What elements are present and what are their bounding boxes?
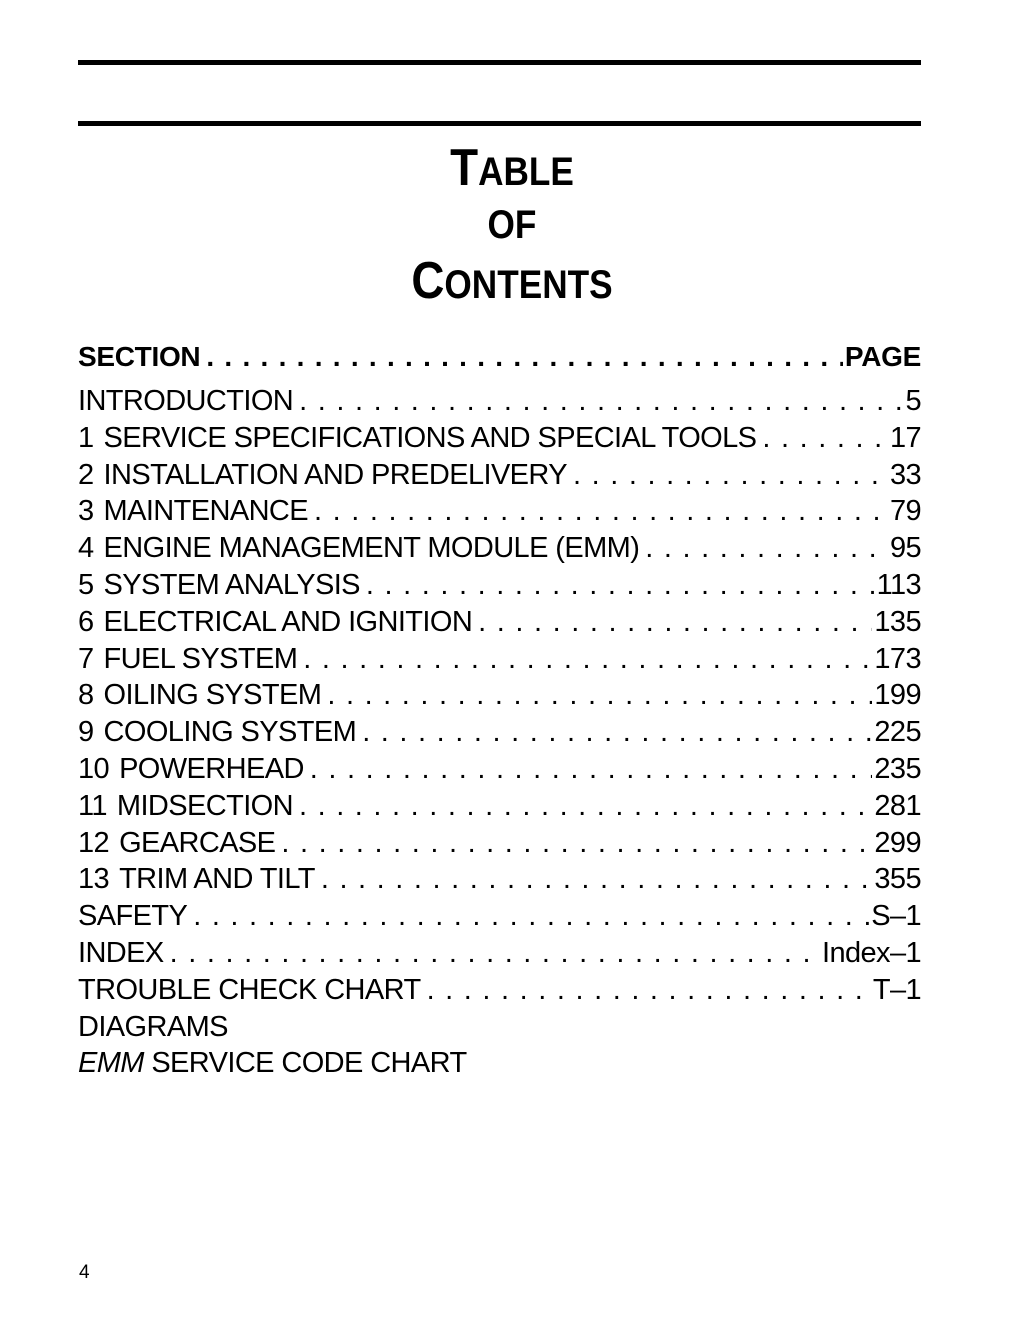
entry-title: MIDSECTION (116, 789, 293, 822)
toc-entry[interactable] (78, 604, 921, 641)
dot-leader (478, 604, 872, 641)
page-reference: T–1 (872, 973, 921, 1006)
toc-entry[interactable] (78, 530, 921, 567)
page-reference: 5 (905, 385, 921, 417)
toc-entry[interactable] (78, 1009, 921, 1046)
section-number: 5 (78, 568, 94, 601)
toc-entry[interactable] (78, 420, 921, 457)
page-reference: 17 (889, 421, 921, 454)
entry-title: TRIM AND TILT (119, 863, 315, 896)
toc-entry[interactable] (78, 861, 921, 898)
page-number: 4 (79, 1262, 90, 1283)
page-reference: 135 (874, 605, 921, 638)
toc-entry[interactable] (78, 898, 921, 935)
dot-leader (321, 861, 873, 898)
page-reference: 235 (874, 752, 921, 785)
dot-leader (645, 530, 888, 567)
toc-entry[interactable] (78, 383, 921, 420)
top-rule (78, 60, 921, 65)
entry-title: GEARCASE (119, 826, 276, 859)
section-number: 7 (78, 642, 94, 675)
page-reference: 355 (874, 863, 921, 896)
section-number: 8 (78, 679, 94, 712)
entry-title: ELECTRICAL AND IGNITION (103, 605, 473, 638)
title-line-table: TABLE (450, 139, 574, 197)
section-number: 3 (78, 495, 94, 528)
page-reference: 79 (889, 495, 921, 528)
section-number: 11 (78, 789, 107, 822)
title-line-contents: CONTENTS (411, 252, 613, 310)
toc-entry[interactable] (78, 567, 921, 604)
entry-title: TROUBLE CHECK CHART (78, 973, 421, 1006)
dot-leader (303, 641, 872, 678)
section-number: 2 (78, 458, 94, 491)
page-reference: 33 (889, 458, 921, 491)
page-reference: 173 (874, 642, 921, 675)
dot-leader (193, 898, 869, 935)
entry-title: COOLING SYSTEM (103, 716, 357, 749)
dot-leader (299, 788, 872, 825)
page-reference: 299 (874, 826, 921, 859)
entry-title: SYSTEM ANALYSIS (103, 568, 360, 601)
page-reference: 281 (874, 789, 921, 822)
toc-entry[interactable] (78, 493, 921, 530)
section-number: 12 (78, 826, 110, 859)
entry-title: ENGINE MANAGEMENT MODULE (EMM) (103, 532, 640, 565)
dot-leader (327, 677, 872, 714)
toc-entry[interactable] (78, 1045, 921, 1082)
toc-entry[interactable] (78, 972, 921, 1009)
section-column-header: SECTION (78, 341, 201, 372)
page-column-header: PAGE (844, 341, 921, 372)
entry-title: DIAGRAMS (78, 1010, 228, 1043)
dot-leader (206, 337, 843, 377)
entry-title: INTRODUCTION (78, 385, 294, 417)
toc-entry[interactable] (78, 714, 921, 751)
dot-leader (573, 457, 888, 494)
entry-title: MAINTENANCE (103, 495, 309, 528)
section-number: 6 (78, 605, 94, 638)
entry-title: POWERHEAD (119, 752, 304, 785)
second-rule (78, 121, 921, 126)
page-reference: S–1 (871, 900, 921, 933)
page-reference: 113 (876, 568, 921, 601)
entry-title: FUEL SYSTEM (103, 642, 298, 675)
section-number: 1 (78, 421, 94, 454)
toc-entry[interactable] (78, 788, 921, 825)
section-number: 13 (78, 863, 110, 896)
entry-title: SAFETY (78, 900, 188, 933)
toc-entry[interactable] (78, 641, 921, 678)
toc-header-row (78, 337, 921, 383)
dot-leader (281, 825, 872, 862)
page-reference: 199 (874, 679, 921, 712)
entry-title: SERVICE SPECIFICATIONS AND SPECIAL TOOLS (103, 421, 757, 454)
dot-leader (427, 972, 871, 1009)
entry-title (78, 1045, 467, 1082)
dot-leader (314, 493, 888, 530)
table-of-contents (78, 337, 921, 1082)
toc-entry[interactable] (78, 457, 921, 494)
dot-leader (366, 567, 875, 604)
entry-title-rest: SERVICE CODE CHART (143, 1047, 467, 1080)
page-reference: Index–1 (822, 936, 921, 969)
section-number: 9 (78, 716, 94, 749)
toc-entry[interactable] (78, 751, 921, 788)
entry-title-italic: EMM (78, 1047, 144, 1080)
page-reference: 225 (874, 716, 921, 749)
title-line-of: OF (487, 203, 537, 247)
entry-title: OILING SYSTEM (103, 679, 322, 712)
entry-title: INSTALLATION AND PREDELIVERY (103, 458, 567, 491)
toc-entry[interactable] (78, 677, 921, 714)
toc-entry[interactable] (78, 825, 921, 862)
dot-leader (299, 383, 903, 420)
section-number: 4 (78, 532, 94, 565)
entry-title: INDEX (78, 936, 164, 969)
dot-leader (362, 714, 872, 751)
dot-leader (310, 751, 873, 788)
dot-leader (170, 935, 820, 972)
toc-entry[interactable] (78, 935, 921, 972)
page-reference: 95 (889, 532, 921, 565)
section-number: 10 (78, 752, 110, 785)
dot-leader (762, 420, 888, 457)
